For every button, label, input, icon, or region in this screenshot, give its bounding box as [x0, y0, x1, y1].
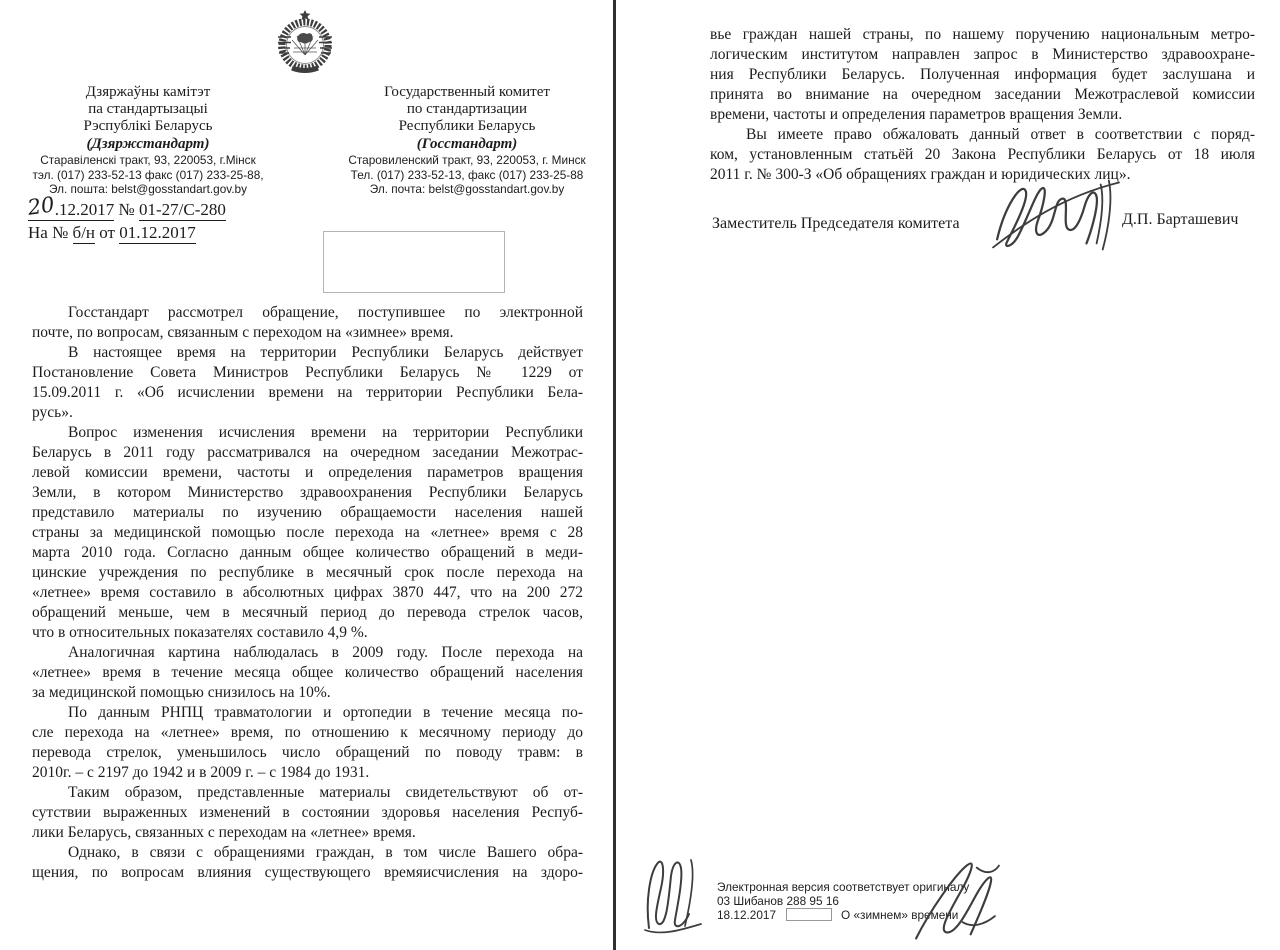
body-line: принята во внимание на очередном заседании Межотраслевой комиссии [710, 86, 1255, 103]
org-phone: тэл. (017) 233-52-13 факс (017) 233-25-88, [32, 167, 264, 182]
letterhead-russian [337, 84, 597, 197]
org-name-line: Дзяржаўны камітэт [85, 84, 211, 100]
signature-scribble-icon [906, 857, 1002, 947]
left-page-body [32, 303, 583, 883]
body-line: времени, частоты и определения параметров вращения Земли. [710, 106, 1123, 123]
org-name-line: Государственный комитет [384, 84, 550, 100]
outgoing-date: .12.2017 [54, 200, 115, 219]
page-divider [613, 0, 616, 950]
body-line: представило материалы по изучению обращаемости населения нашей [32, 504, 583, 521]
certification-line: Электронная версия соответствует оригиналу [717, 880, 970, 894]
org-short-name: (Дзяржстандарт) [86, 136, 210, 152]
executor-line: 03 Шибанов 288 95 16 [717, 894, 839, 908]
letterhead-belarusian [18, 84, 278, 197]
handwritten-day: 20 [26, 192, 56, 220]
incoming-reference-line [28, 221, 226, 244]
body-line: марта 2010 года. Согласно данным общее количество обращений в меди- [32, 544, 583, 561]
body-line: за медицинской помощью снизилось на 10%. [32, 684, 331, 701]
body-line: цинские учреждения по республике в месячный срок после перехода на [32, 564, 583, 581]
signature-scribble-icon [641, 854, 707, 936]
body-line: Постановление Совета Министров Республики Беларусь № 1229 от [32, 364, 583, 381]
body-line: Однако, в связи с обращениями граждан, в том числе Вашего обра- [68, 844, 583, 861]
footer-date: 18.12.2017 [717, 908, 777, 922]
org-name-line: па стандартызацыі [88, 101, 208, 117]
body-line: сле перехода на «летнее» время, по отношению к месячному периоду до [32, 724, 583, 741]
org-address: Старавіленскі тракт, 93, 220053, г.Мінск [40, 153, 256, 167]
belarus-coat-of-arms-icon [276, 10, 334, 74]
body-line: ния Республики Беларусь. Полученная информация будет заслушана и [710, 66, 1255, 83]
org-name-line: Республики Беларусь [398, 118, 536, 134]
reply-prefix: На № [28, 223, 69, 242]
body-line: 15.09.2011 г. «Об исчислении времени на территории Республики Бела- [32, 384, 583, 401]
reply-from: от [99, 223, 115, 242]
body-line: Аналогичная картина наблюдалась в 2009 году. После перехода на [68, 644, 583, 661]
body-line: Вы имеете право обжаловать данный ответ в соответствии с поряд- [746, 126, 1255, 143]
org-phone: Тел. (017) 233-52-13, факс (017) 233-25-88 [350, 167, 584, 182]
body-line: лики Беларусь, связанных с переходам на «летнее» время. [32, 824, 416, 841]
body-line: левой комиссии времени, частоты и определения параметров вращения [32, 464, 583, 481]
org-name-line: по стандартизации [406, 101, 528, 117]
body-line: 2010г. – с 2197 до 1942 и в 2009 г. – с 1984 до 1931. [32, 764, 370, 781]
body-line: Земли, в котором Министерство здравоохранения Республики Беларусь [32, 484, 583, 501]
org-email: Эл. пошта: belst@gosstandart.gov.by [48, 182, 248, 196]
org-short-name: (Госстандарт) [416, 136, 518, 152]
footer-subject: О «зимнем» времени [841, 908, 959, 922]
reference-block [26, 192, 226, 244]
body-line: Таким образом, представленные материалы свидетельствуют об от- [68, 784, 583, 801]
body-line: обращений меньше, чем в месячный период до перевода стрелок часов, [32, 604, 583, 621]
body-line: По данным РНПЦ травматологии и ортопедии в течение месяца по- [68, 704, 583, 721]
org-address: Старовиленский тракт, 93, 220053, г. Минск [348, 153, 586, 167]
signatory-name: Д.П. Барташевич [1122, 211, 1239, 228]
body-line: «летнее» время в течение месяца общее количество обращений населения [32, 664, 583, 681]
signatory-title: Заместитель Председателя комитета [712, 215, 960, 232]
body-line: «летнее» время составило в абсолютных цифрах 3870 447, что на 200 272 [32, 584, 583, 601]
body-line: Госстандарт рассмотрел обращение, поступившее по электронной [68, 304, 583, 321]
body-line: 2011 г. № 300-З «Об обращениях граждан и юридических лиц». [710, 166, 1131, 183]
number-sign: № [118, 200, 135, 219]
org-name-line: Рэспублікі Беларусь [83, 118, 213, 134]
empty-checkbox [786, 908, 832, 921]
body-line: Вопрос изменения исчисления времени на территории Республики [68, 424, 583, 441]
body-line: почте, по вопросам, связанным с переходом на «зимнее» время. [32, 324, 454, 341]
org-email: Эл. почта: belst@gosstandart.gov.by [369, 182, 565, 196]
body-line: страны за медицинской помощью после перехода на «летнее» время с 28 [32, 524, 583, 541]
body-line: сутствии выраженных изменений в состоянии здоровья населения Респуб- [32, 804, 583, 821]
body-line: вье граждан нашей страны, по нашему поручению национальным метро- [710, 26, 1255, 43]
signature-scribble-icon [991, 176, 1123, 258]
body-line: что в относительных показателях составило 4,9 %. [32, 624, 368, 641]
body-line: логическим институтом направлен запрос в Министерство здравоохране- [710, 46, 1255, 63]
body-line: перевода стрелок, уменьшилось число обращений по поводу травм: в [32, 744, 583, 761]
body-line: ком, установленным статьёй 20 Закона Республики Беларусь от 18 июля [710, 146, 1255, 163]
body-line: русь». [32, 404, 73, 421]
body-line: щения, по вопросам влияния существующего времяисчисления на здоро- [32, 864, 583, 881]
right-page-body [710, 25, 1255, 185]
outgoing-reference-line [26, 192, 226, 221]
body-line: В настоящее время на территории Республики Беларусь действует [68, 344, 583, 361]
empty-stamp-box [323, 231, 505, 293]
incoming-date: 01.12.2017 [119, 223, 196, 242]
incoming-number: б/н [72, 223, 96, 242]
body-line: Беларусь в 2011 году рассматривался на очередном заседании Межотрас- [32, 444, 583, 461]
outgoing-number: 01-27/С-280 [138, 200, 226, 219]
